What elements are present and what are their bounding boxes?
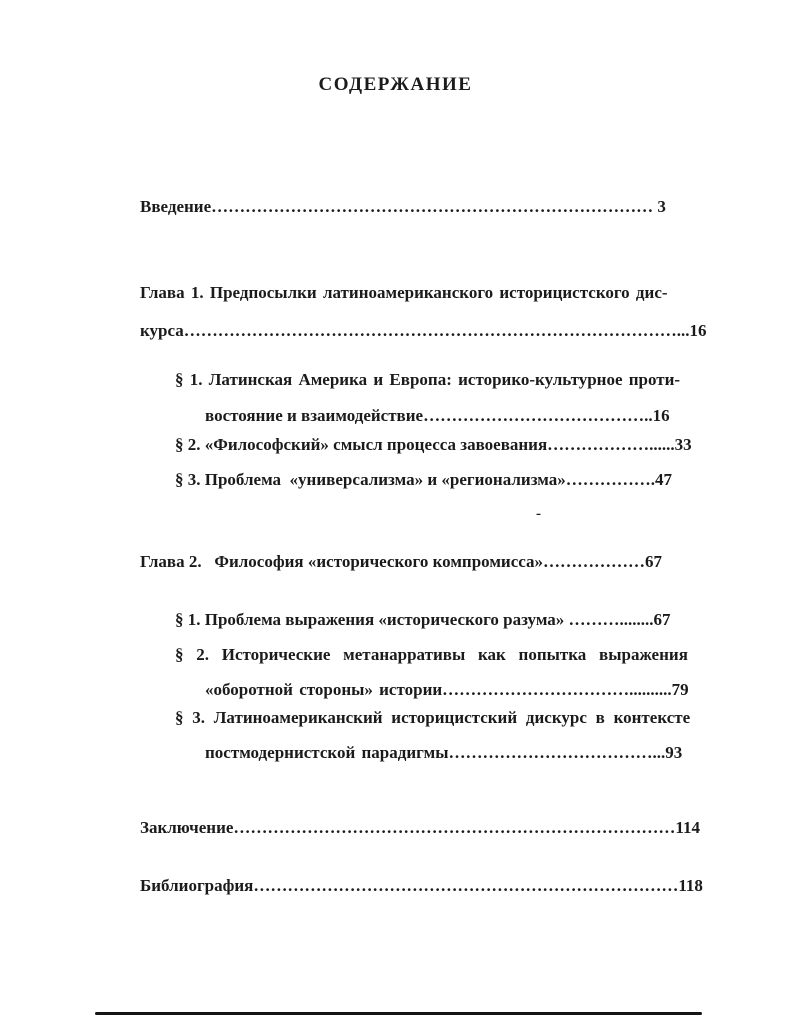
page-title: СОДЕРЖАНИЕ (318, 74, 473, 95)
toc-entry-chapter1-line1: Глава 1. Предпосылки латиноамериканского историцистского дис- (140, 283, 668, 302)
toc-entry-ch1-paragraph2: § 2. «Философский» смысл процесса завоевания………………......33 (175, 435, 692, 454)
toc-entry-introduction: Введение…………………………………………………………………… 3 (140, 197, 666, 216)
toc-entry-ch2-paragraph2-line2: «оборотной стороны» истории……………………………..........79 (205, 680, 689, 699)
scan-artifact-dash: - (536, 506, 541, 522)
toc-entry-ch1-paragraph3: § 3. Проблема «универсализма» и «регионализма»…………….47 (175, 470, 673, 489)
toc-entry-ch1-paragraph1-line1: § 1. Латинская Америка и Европа: историко-культурное проти- (175, 370, 681, 389)
toc-entry-ch2-paragraph2-line1: § 2. Исторические метанарративы как попытка выражения (175, 645, 688, 664)
toc-entry-ch2-paragraph3-line1: § 3. Латиноамериканский историцистский дискурс в контексте (175, 708, 691, 727)
toc-entry-ch2-paragraph1: § 1. Проблема выражения «исторического разума» ………........67 (175, 610, 671, 629)
toc-entry-ch1-paragraph1-line2: востояние и взаимодействие…………………………………..16 (205, 406, 670, 425)
toc-entry-conclusion: Заключение……………………………………………………………………114 (140, 818, 700, 837)
scan-edge-line (95, 1012, 702, 1015)
toc-entry-chapter2: Глава 2. Философия «исторического компромисса»………………67 (140, 552, 662, 571)
toc-entry-ch2-paragraph3-line2: постмодернистской парадигмы………………………………...93 (205, 743, 683, 762)
toc-entry-chapter1-line2: курса……………………………………………………………………………...16 (140, 321, 707, 340)
toc-entry-bibliography: Библиография…………………………………………………………………118 (140, 876, 703, 895)
